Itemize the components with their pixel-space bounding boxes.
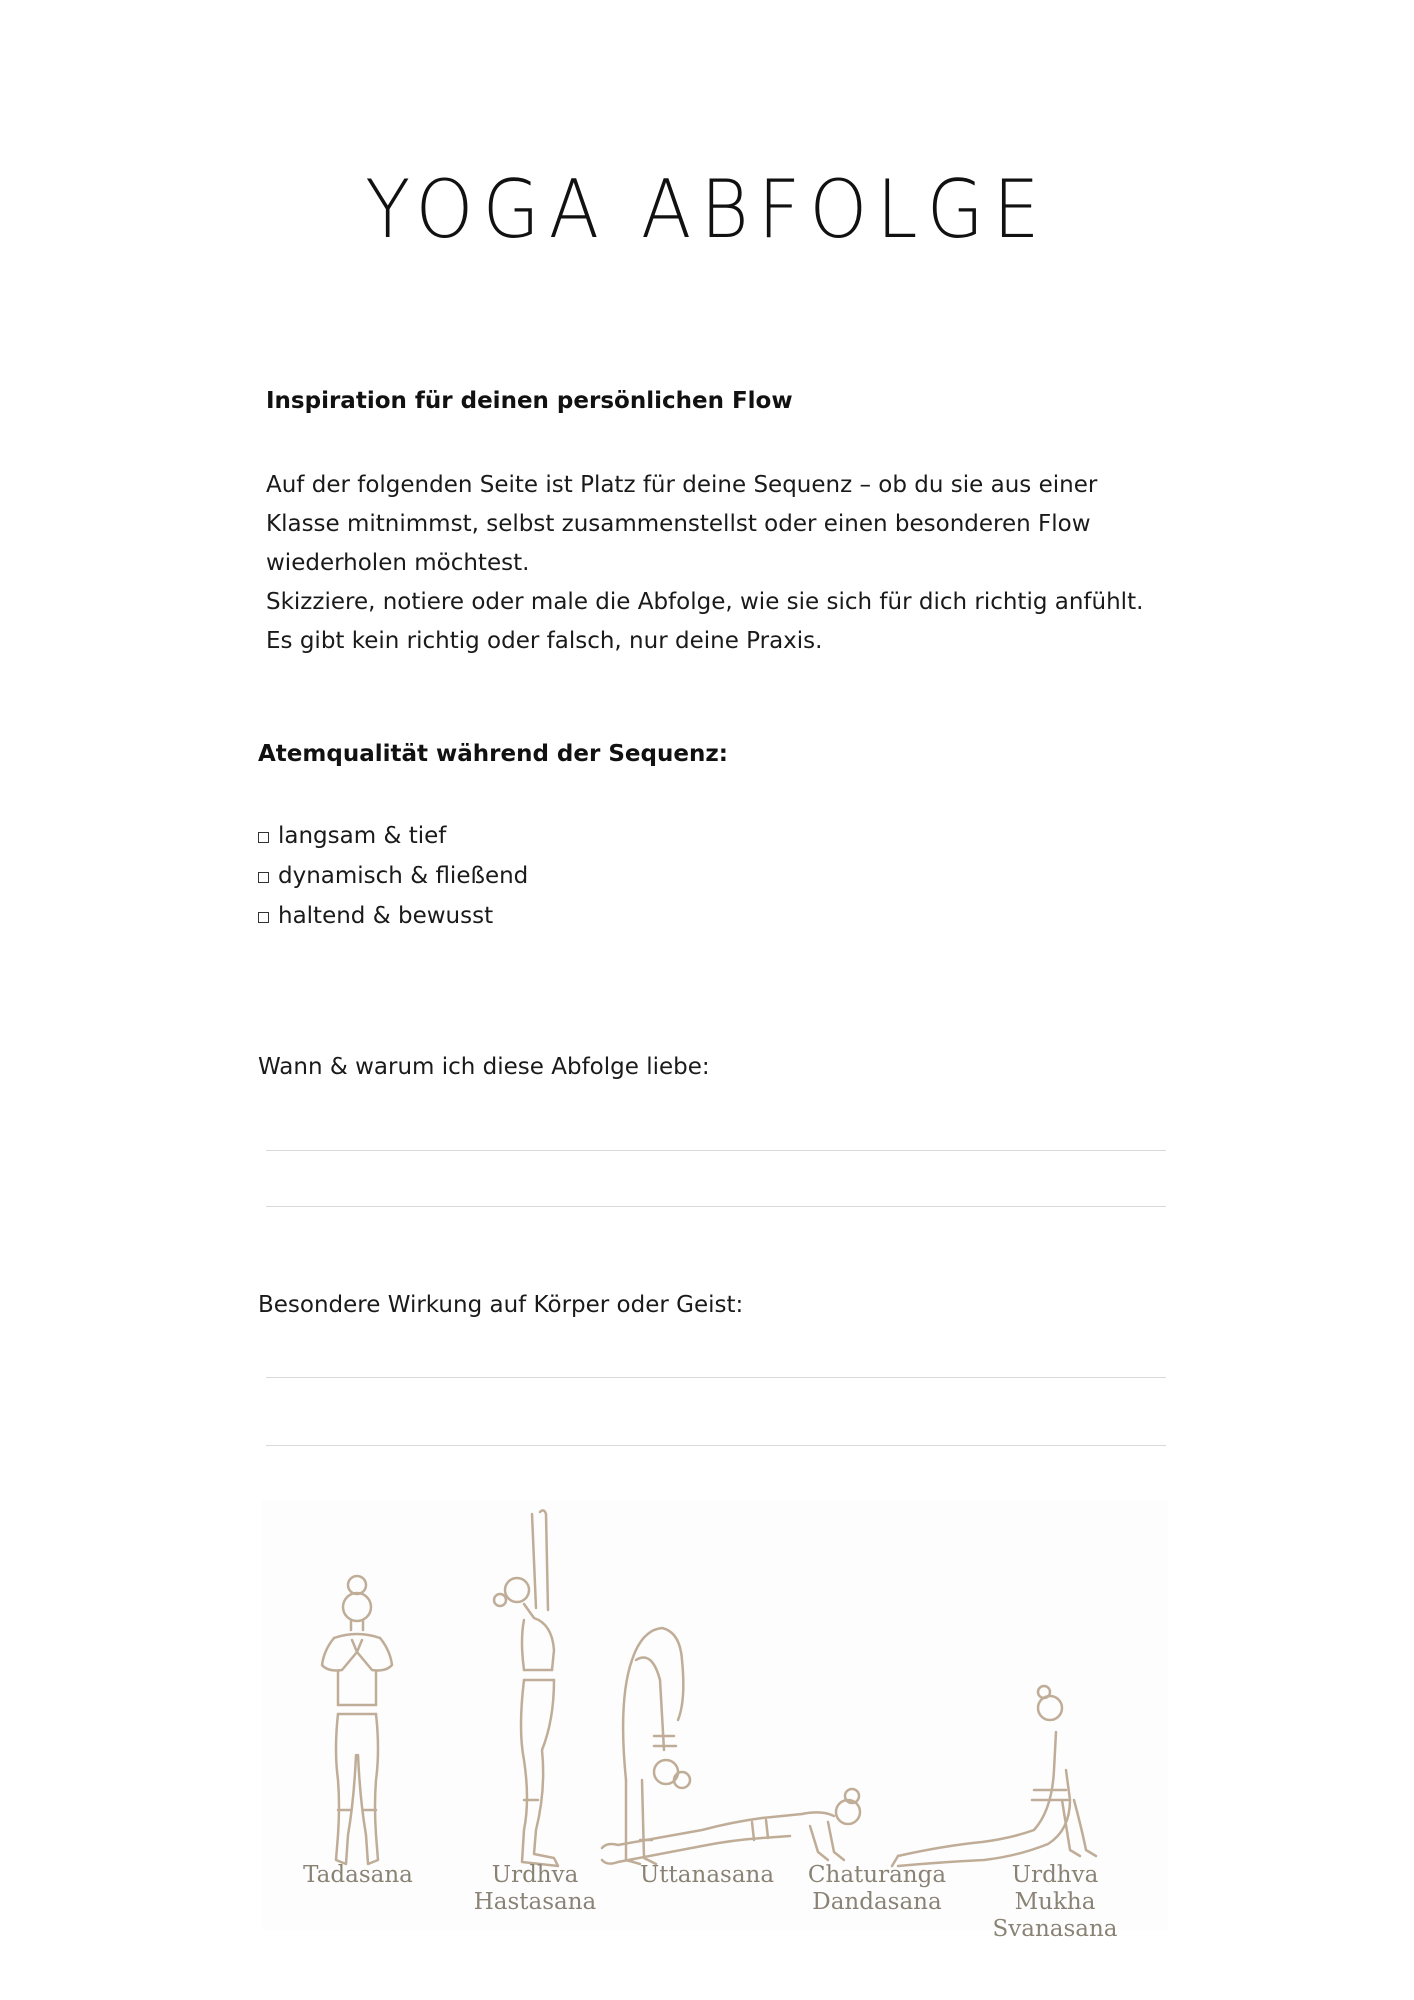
prompt-effect: Besondere Wirkung auf Körper oder Geist:	[258, 1292, 744, 1318]
intro-line: Es gibt kein richtig oder falsch, nur deine Praxis.	[266, 628, 823, 654]
tadasana-figure	[322, 1576, 392, 1864]
checkbox[interactable]	[258, 832, 269, 843]
subtitle: Inspiration für deinen persönlichen Flow	[266, 388, 793, 414]
breath-option-holding[interactable]	[258, 896, 528, 936]
write-line[interactable]	[266, 1206, 1166, 1207]
prompt-why: Wann & warum ich diese Abfolge liebe:	[258, 1054, 710, 1080]
breath-option-label: dynamisch & fließend	[278, 863, 529, 889]
intro-line: wiederholen möchtest.	[266, 550, 530, 576]
intro-line: Klasse mitnimmst, selbst zusammenstellst oder einen besonderen Flow	[266, 511, 1091, 537]
pose-label-line: Urdhva Mukha	[1011, 1862, 1099, 1915]
breath-option-label: haltend & bewusst	[278, 903, 494, 929]
pose-label-line: Dandasana	[812, 1889, 942, 1915]
pose-label-line: Urdhva	[491, 1862, 579, 1888]
intro-line: Auf der folgenden Seite ist Platz für deine Sequenz – ob du sie aus einer	[266, 472, 1098, 498]
pose-label-tadasana	[278, 1862, 438, 1889]
pose-label-line: Chaturanga	[807, 1862, 947, 1888]
write-line[interactable]	[266, 1377, 1166, 1378]
breath-option-dynamic[interactable]	[258, 856, 528, 896]
uttanasana-figure	[623, 1628, 690, 1864]
breath-options	[258, 816, 528, 936]
pose-label-uttanasana	[627, 1862, 787, 1889]
breath-option-label: langsam & tief	[278, 823, 447, 849]
pose-label-urdhva-hastasana	[455, 1862, 615, 1916]
pose-label-line: Svanasana	[992, 1916, 1118, 1942]
breath-option-slow[interactable]	[258, 816, 528, 856]
intro-line: Skizziere, notiere oder male die Abfolge, wie sie sich für dich richtig anfühlt.	[266, 589, 1144, 615]
pose-label-urdhva-mukha	[975, 1862, 1135, 1943]
urdhva-mukha-svanasana-figure	[892, 1686, 1096, 1866]
pose-label-line: Tadasana	[303, 1862, 413, 1888]
pose-label-chaturanga	[797, 1862, 957, 1916]
checkbox[interactable]	[258, 912, 269, 923]
pose-label-line: Hastasana	[473, 1889, 597, 1915]
breath-heading: Atemqualität während der Sequenz:	[258, 741, 728, 767]
page-title: YOGA ABFOLGE	[365, 163, 1049, 256]
chaturanga-figure	[602, 1789, 860, 1864]
intro-text	[266, 466, 1226, 661]
write-line[interactable]	[266, 1445, 1166, 1446]
urdhva-hastasana-figure	[494, 1510, 558, 1866]
checkbox[interactable]	[258, 872, 269, 883]
write-line[interactable]	[266, 1150, 1166, 1151]
pose-label-line: Uttanasana	[639, 1862, 775, 1888]
